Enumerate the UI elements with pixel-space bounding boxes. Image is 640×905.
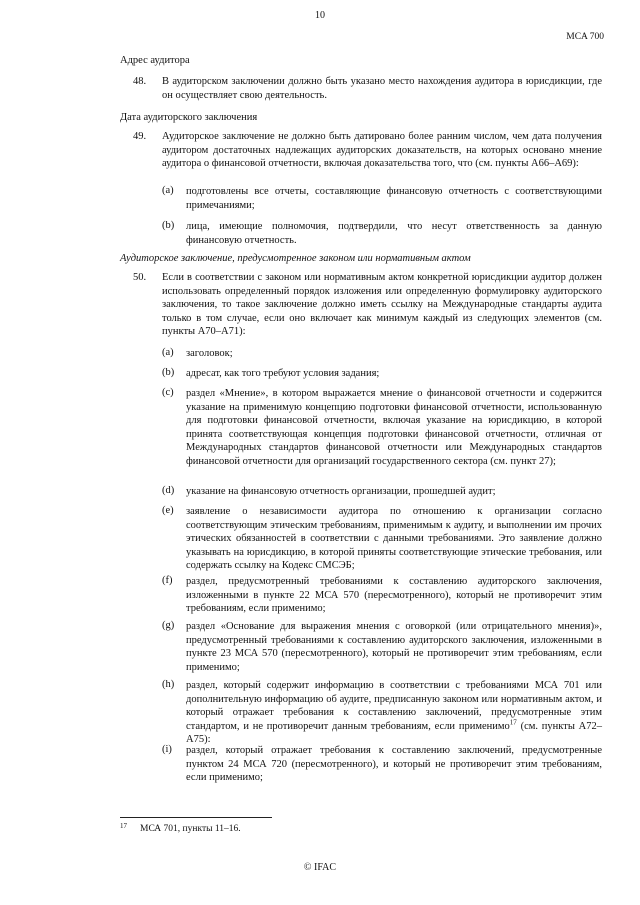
item-50c-text: раздел «Мнение», в котором выражается мнение о финансовой отчетности и содержится указание на применимую концепцию подготовки финансовой отчетности, использованную для подготовки финансовой отчетности, включая указание на юрисдикцию, в которой принята соответствующая концепция подготовки финансовой отчетности, отличная от Международных стандартов финансовой отчетности или Международных стандартов финансовой отчетности для организаций государственного сектора (см. пункт 27); bbox=[186, 388, 602, 467]
item-49a-text: подготовлены все отчеты, составляющие финансовую отчетность с соответствующими примечаниями; bbox=[186, 186, 602, 211]
item-label-50e: (e) bbox=[162, 505, 174, 516]
footnote-text: МСА 701, пункты 11–16. bbox=[140, 824, 241, 834]
paragraph-48-text: В аудиторском заключении должно быть указано место нахождения аудитора в юрисдикции, где он осуществляет свою деятельность. bbox=[162, 76, 602, 101]
document-code: MCA 700 bbox=[566, 32, 604, 42]
page-number: 10 bbox=[315, 10, 325, 21]
item-label-50i: (i) bbox=[162, 744, 172, 755]
paragraph-number-50: 50. bbox=[133, 272, 147, 283]
paragraph-50-text: Если в соответствии с законом или нормативным актом конкретной юрисдикции аудитор должен использовать определенный порядок изложения или определенную формулировку аудиторского заключения, то такое заключение должно иметь ссылку на Международные стандарты аудита только в том случае, если оно включает как минимум каждый из следующих элементов (см. пункты A70–A71): bbox=[162, 272, 602, 337]
item-label-50h: (h) bbox=[162, 679, 175, 690]
item-label-50c: (c) bbox=[162, 387, 174, 398]
footnote-mark: 17 bbox=[120, 822, 127, 830]
page-footer: © IFAC bbox=[303, 862, 337, 873]
item-label-49b: (b) bbox=[162, 220, 175, 231]
item-50g-text: раздел «Основание для выражения мнения с оговоркой (или отрицательного мнения)», предусмотренный требованиями к составлению аудиторского заключения, изложенными в пункте 23 МСА 570 (пересмотренного), который не противоречит этим требованиям, если применимо; bbox=[186, 621, 602, 673]
paragraph-number-49: 49. bbox=[133, 131, 147, 142]
footnote-divider bbox=[120, 817, 272, 818]
item-50h-main: раздел, который содержит информацию в соответствии с требованиями МСА 701 или дополнительную информацию об аудите, предписанную законом или нормативным актом, и который отражает требования к составлению заключений, предусмотренные этим стандартом, и не противоречит данным требованиям, если применимо bbox=[186, 680, 602, 732]
section-heading-auditor-address: Адрес аудитора bbox=[120, 55, 190, 66]
footnote-ref-17: 17 bbox=[509, 718, 517, 726]
item-50b-text: адресат, как того требуют условия задания; bbox=[186, 368, 380, 379]
section-heading-report-date: Дата аудиторского заключения bbox=[120, 112, 258, 123]
item-label-49a: (a) bbox=[162, 185, 174, 196]
paragraph-49-text: Аудиторское заключение не должно быть датировано более ранним числом, чем дата получения аудитором достаточных надлежащих аудиторских доказательств, на которых основано мнение аудитора о финансовой отчетности, включая доказательства того, что (см. пункты A66–A69): bbox=[162, 131, 602, 169]
item-50d-text: указание на финансовую отчетность организации, прошедшей аудит; bbox=[186, 486, 496, 497]
item-label-50b: (b) bbox=[162, 367, 175, 378]
item-50h-tail: (см. пункты A72–A75): bbox=[186, 720, 603, 745]
item-50i-text: раздел, который отражает требования к составлению заключений, предусмотренные пунктом 24 МСА 720 (пересмотренного), и который не противоречит этим требованиям, если применимо; bbox=[186, 745, 602, 783]
item-label-50f: (f) bbox=[162, 575, 173, 586]
item-50e-text: заявление о независимости аудитора по отношению к организации согласно соответствующим этическим требованиям, применимым к аудиту, и выполнении им прочих этических обязанностей в соответствии с данными требованиями. Это заявление должно указывать на юрисдикцию, в которой приняты соответствующие этические требования, или содержать ссылку на Кодекс СМСЭБ; bbox=[186, 506, 602, 571]
item-50a-text: заголовок; bbox=[186, 348, 233, 359]
item-label-50g: (g) bbox=[162, 620, 175, 631]
item-label-50a: (a) bbox=[162, 347, 174, 358]
item-50h-text bbox=[186, 679, 602, 747]
section-heading-legal-report: Аудиторское заключение, предусмотренное законом или нормативным актом bbox=[120, 253, 471, 264]
paragraph-number-48: 48. bbox=[133, 76, 147, 87]
item-label-50d: (d) bbox=[162, 485, 175, 496]
item-49b-text: лица, имеющие полномочия, подтвердили, что несут ответственность за данную финансовую отчетность. bbox=[186, 221, 602, 246]
item-50f-text: раздел, предусмотренный требованиями к составлению аудиторского заключения, изложенными в пункте 22 МСА 570 (пересмотренного), который не противоречит этим требованиям, если применимо; bbox=[186, 576, 602, 614]
